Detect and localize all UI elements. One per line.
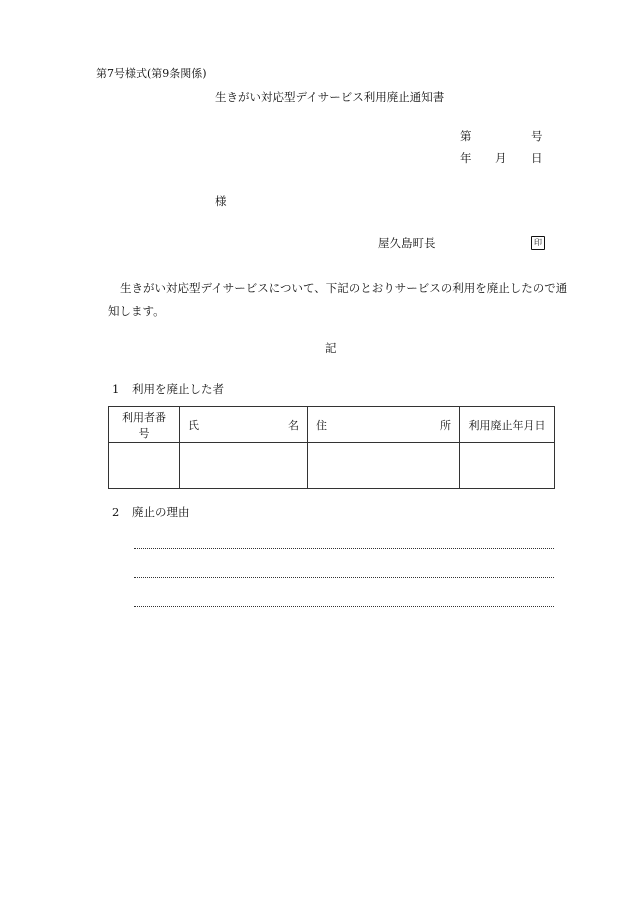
col-address-label-2: 所: [440, 418, 451, 432]
col-name-label-1: 氏: [188, 418, 199, 432]
cell-end-date[interactable]: [460, 443, 555, 489]
col-name-label-2: 名: [288, 418, 299, 432]
form-number-label: 第7号様式(第9条関係): [96, 67, 207, 80]
sender-name: 屋久島町長: [378, 236, 436, 250]
ki-heading: 記: [325, 341, 337, 355]
table-header-row: [109, 407, 555, 443]
document-number-suffix: 号: [531, 129, 543, 143]
date-day-label: 日: [531, 151, 543, 165]
reason-line-1[interactable]: [134, 548, 554, 549]
col-user-number: [109, 407, 180, 443]
cell-name[interactable]: [180, 443, 308, 489]
addressee-honorific: 様: [215, 194, 227, 208]
section-2-number: 2: [112, 505, 120, 519]
section-2-heading: [112, 507, 190, 519]
reason-line-2[interactable]: [134, 577, 554, 578]
col-end-date: [460, 407, 555, 443]
seal-mark: 印: [531, 236, 545, 250]
document-title: 生きがい対応型デイサービス利用廃止通知書: [215, 90, 445, 104]
document-number-prefix: 第: [460, 129, 472, 143]
discontinued-user-table: [108, 406, 555, 489]
date-year-label: 年: [460, 151, 472, 165]
table-row: [109, 443, 555, 489]
col-address: [308, 407, 460, 443]
section-2-title: 廃止の理由: [132, 505, 190, 519]
section-1-number: 1: [112, 382, 120, 396]
col-address-label-1: 住: [316, 418, 327, 432]
date-month-label: 月: [495, 151, 507, 165]
col-user-number-label: 利用者番号: [122, 410, 166, 440]
col-name: [180, 407, 308, 443]
notice-body-text: 生きがい対応型デイサービスについて、下記のとおりサービスの利用を廃止したので通知します。: [108, 281, 568, 318]
cell-address[interactable]: [308, 443, 460, 489]
cell-user-number[interactable]: [109, 443, 180, 489]
col-end-date-label: 利用廃止年月日: [468, 418, 546, 432]
section-1-title: 利用を廃止した者: [132, 382, 224, 396]
reason-line-3[interactable]: [134, 606, 554, 607]
section-1-heading: [112, 384, 224, 396]
